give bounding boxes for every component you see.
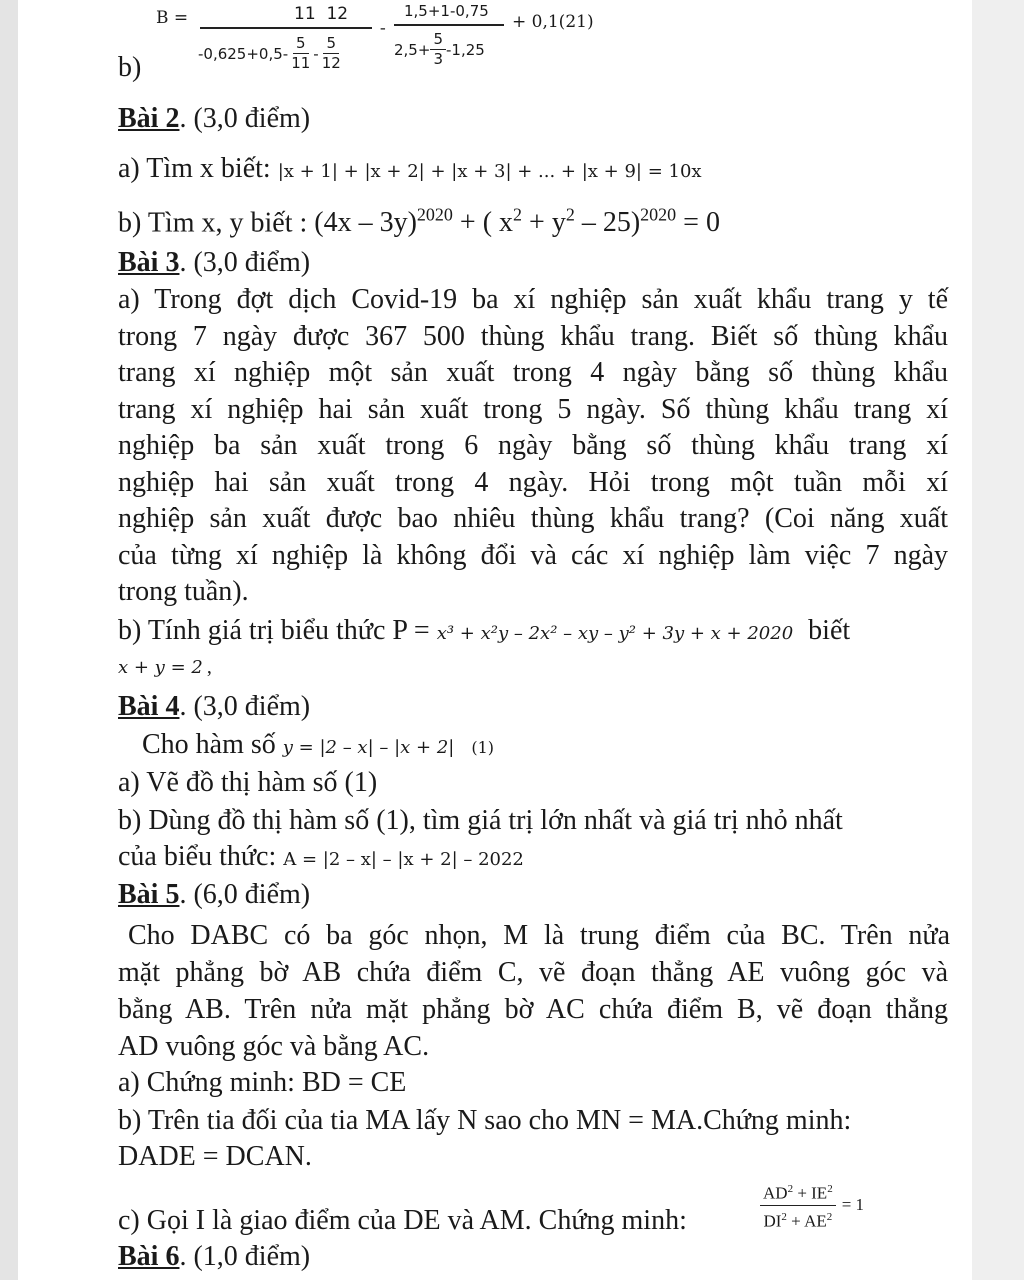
exponent: 2 <box>826 1210 833 1223</box>
bai3-title: Bài 3 <box>118 247 180 278</box>
exponent: 2 <box>513 205 523 225</box>
bai5-c-denominator <box>760 1206 835 1233</box>
bai4-points: . (3,0 điểm) <box>179 691 311 722</box>
bai2-points: . (3,0 điểm) <box>179 103 311 134</box>
bai5-title: Bài 5 <box>118 879 180 910</box>
den2-part-a: 2,5+ <box>394 40 431 59</box>
fraction-1-denominator <box>198 34 344 73</box>
bai4-function-number: (1) <box>471 738 495 757</box>
den-fraction-num: 5 <box>323 34 339 54</box>
bai5-a: a) Chứng minh: BD = CE <box>118 1067 407 1098</box>
bai5-c-fraction <box>760 1180 864 1230</box>
den-fraction-num: 5 <box>293 34 309 54</box>
bai3-b <box>118 614 850 651</box>
formula-b-tail: + 0,1(21) <box>512 12 594 32</box>
bai6-points: . (1,0 điểm) <box>179 1241 311 1272</box>
bai2-b-expression <box>314 207 720 238</box>
den2-fraction-5-3 <box>430 30 446 69</box>
bai5-points: . (6,0 điểm) <box>179 879 311 910</box>
exponent: 2 <box>787 1182 794 1195</box>
bai5-intro-line: AD vuông góc và bằng AC. <box>118 1031 430 1062</box>
fraction-2-denominator <box>394 30 485 69</box>
bai3-a-line: trong 7 ngày được 367 500 thùng khẩu trang. Biết số thùng khẩu <box>118 320 948 352</box>
exponent: 2 <box>827 1182 833 1195</box>
formula-b <box>118 0 638 82</box>
expr-part: = 0 <box>676 207 720 239</box>
bai3-a-line: a) Trong đợt dịch Covid-19 ba xí nghiệp sản xuất khẩu trang y tế <box>118 284 948 315</box>
exponent: 2020 <box>416 205 453 225</box>
bai5-c-rhs: = 1 <box>841 1195 865 1214</box>
bai2-title: Bài 2 <box>118 103 180 134</box>
bai3-b-comma: , <box>206 656 212 678</box>
bai4-b-expression: A = |2 – x| – |x + 2| – 2022 <box>283 849 524 870</box>
formula-b-minus: - <box>380 18 386 37</box>
den-fraction-den: 12 <box>321 54 341 72</box>
bai3-b-expression: x³ + x²y – 2x² – xy – y² + 3y + x + 2020 <box>436 623 794 644</box>
den2-part-b: -1,25 <box>445 40 485 59</box>
bai5-b-line1: b) Trên tia đối của tia MA lấy N sao cho MN = MA.Chứng minh: <box>118 1105 852 1136</box>
exponent: 2020 <box>640 205 677 225</box>
den-part-b: - <box>313 44 319 63</box>
bai4-b-line1: b) Dùng đồ thị hàm số (1), tìm giá trị lớn nhất và giá trị nhỏ nhất <box>118 805 843 836</box>
fraction-1-bar <box>200 27 372 29</box>
bai3-a-line: nghiệp hai sản xuất trong 4 ngày. Hỏi trong một tuần mỗi xí <box>118 466 948 498</box>
bai4-heading <box>118 690 310 724</box>
den-part-a: -0,625+0,5- <box>198 44 289 63</box>
den-fraction-5-11 <box>288 34 313 73</box>
expr-part: + y <box>522 207 566 239</box>
formula-b-fraction-1 <box>198 0 398 82</box>
bai6-heading <box>118 1240 310 1274</box>
expr-part: – 25) <box>574 207 641 239</box>
bai3-points: . (3,0 điểm) <box>179 247 311 278</box>
bai5-b-line2: DADE = DCAN. <box>118 1141 312 1172</box>
bai2-a <box>118 152 702 189</box>
bai2-heading <box>118 102 310 136</box>
frac-part: + IE <box>793 1183 828 1203</box>
bai3-b-label: b) Tính giá trị biểu thức P = <box>118 615 430 646</box>
bai3-b-cond-expr: x + y = 2 <box>118 657 203 678</box>
bai5-heading <box>118 878 310 912</box>
bai3-heading <box>118 246 310 280</box>
bai5-c <box>118 1204 687 1238</box>
den-fraction-num: 5 <box>430 30 446 50</box>
bai3-a-line: trang xí nghiệp một sản xuất trong 4 ngày bằng số thùng khẩu <box>118 357 948 388</box>
bai2-b-label: b) Tìm x, y biết : <box>118 207 308 239</box>
bai3-a-line: trong tuần). <box>118 576 249 607</box>
expr-part: + ( x <box>452 207 514 239</box>
bai5-intro-line: mặt phẳng bờ AB chứa điểm C, vẽ đoạn thẳng AE vuông góc và <box>118 957 948 988</box>
frac-part: AD <box>763 1183 788 1203</box>
bai4-b-label: của biểu thức: <box>118 841 277 872</box>
expr-part: (4x – 3y) <box>314 207 417 239</box>
bai5-intro-line: Cho DABC có ba góc nhọn, M là trung điểm của BC. Trên nửa <box>128 920 950 951</box>
bai5-c-text: c) Gọi I là giao điểm của DE và AM. Chứng minh: <box>118 1205 687 1236</box>
frac-part: DI <box>763 1211 782 1231</box>
bai5-c-numerator <box>760 1178 836 1206</box>
bai4-b-line2 <box>118 840 524 877</box>
bai3-a-line: nghiệp ba sản xuất trong 6 ngày bằng số thùng khẩu trang xí <box>118 430 948 461</box>
bai4-intro <box>142 728 494 765</box>
frac-part: + AE <box>786 1211 827 1231</box>
bai6-title: Bài 6 <box>118 1241 180 1272</box>
bai2-b <box>118 198 720 240</box>
bai3-a-line: của từng xí nghiệp là không đổi và các xí nghiệp làm việc 7 ngày <box>118 539 948 571</box>
bai4-intro-text: Cho hàm số <box>142 729 276 760</box>
bai3-a-line: trang xí nghiệp hai sản xuất trong 5 ngày. Số thùng khẩu trang xí <box>118 393 948 425</box>
bai3-a-line: nghiệp sản xuất được bao nhiêu thùng khẩu trang? (Coi năng xuất <box>118 503 948 534</box>
bai2-a-expression: |x + 1| + |x + 2| + |x + 3| + ... + |x + 9| = 10x <box>277 161 702 182</box>
den-fraction-den: 11 <box>291 54 311 72</box>
bai2-a-label: a) Tìm x biết: <box>118 153 271 184</box>
bai4-title: Bài 4 <box>118 691 180 722</box>
fraction-1-numerator: 11 12 <box>294 4 349 24</box>
bai4-a: a) Vẽ đồ thị hàm số (1) <box>118 767 378 798</box>
bai3-b-condition <box>118 648 212 685</box>
den-fraction-den: 3 <box>433 50 443 68</box>
bai3-b-after: biết <box>808 615 851 646</box>
fraction-2-numerator: 1,5+1-0,75 <box>404 2 489 20</box>
fraction-2-bar <box>394 24 504 26</box>
bai5-c-frac <box>760 1178 836 1232</box>
exponent: 2 <box>565 205 575 225</box>
formula-b-lhs: B = <box>156 8 189 28</box>
part-b-label: b) <box>118 52 142 83</box>
exponent: 2 <box>781 1210 787 1223</box>
bai5-intro-line: bằng AB. Trên nửa mặt phẳng bờ AC chứa điểm B, vẽ đoạn thẳng <box>118 994 948 1025</box>
den-fraction-5-12 <box>319 34 344 73</box>
bai4-function: y = |2 – x| – |x + 2| <box>282 737 455 758</box>
